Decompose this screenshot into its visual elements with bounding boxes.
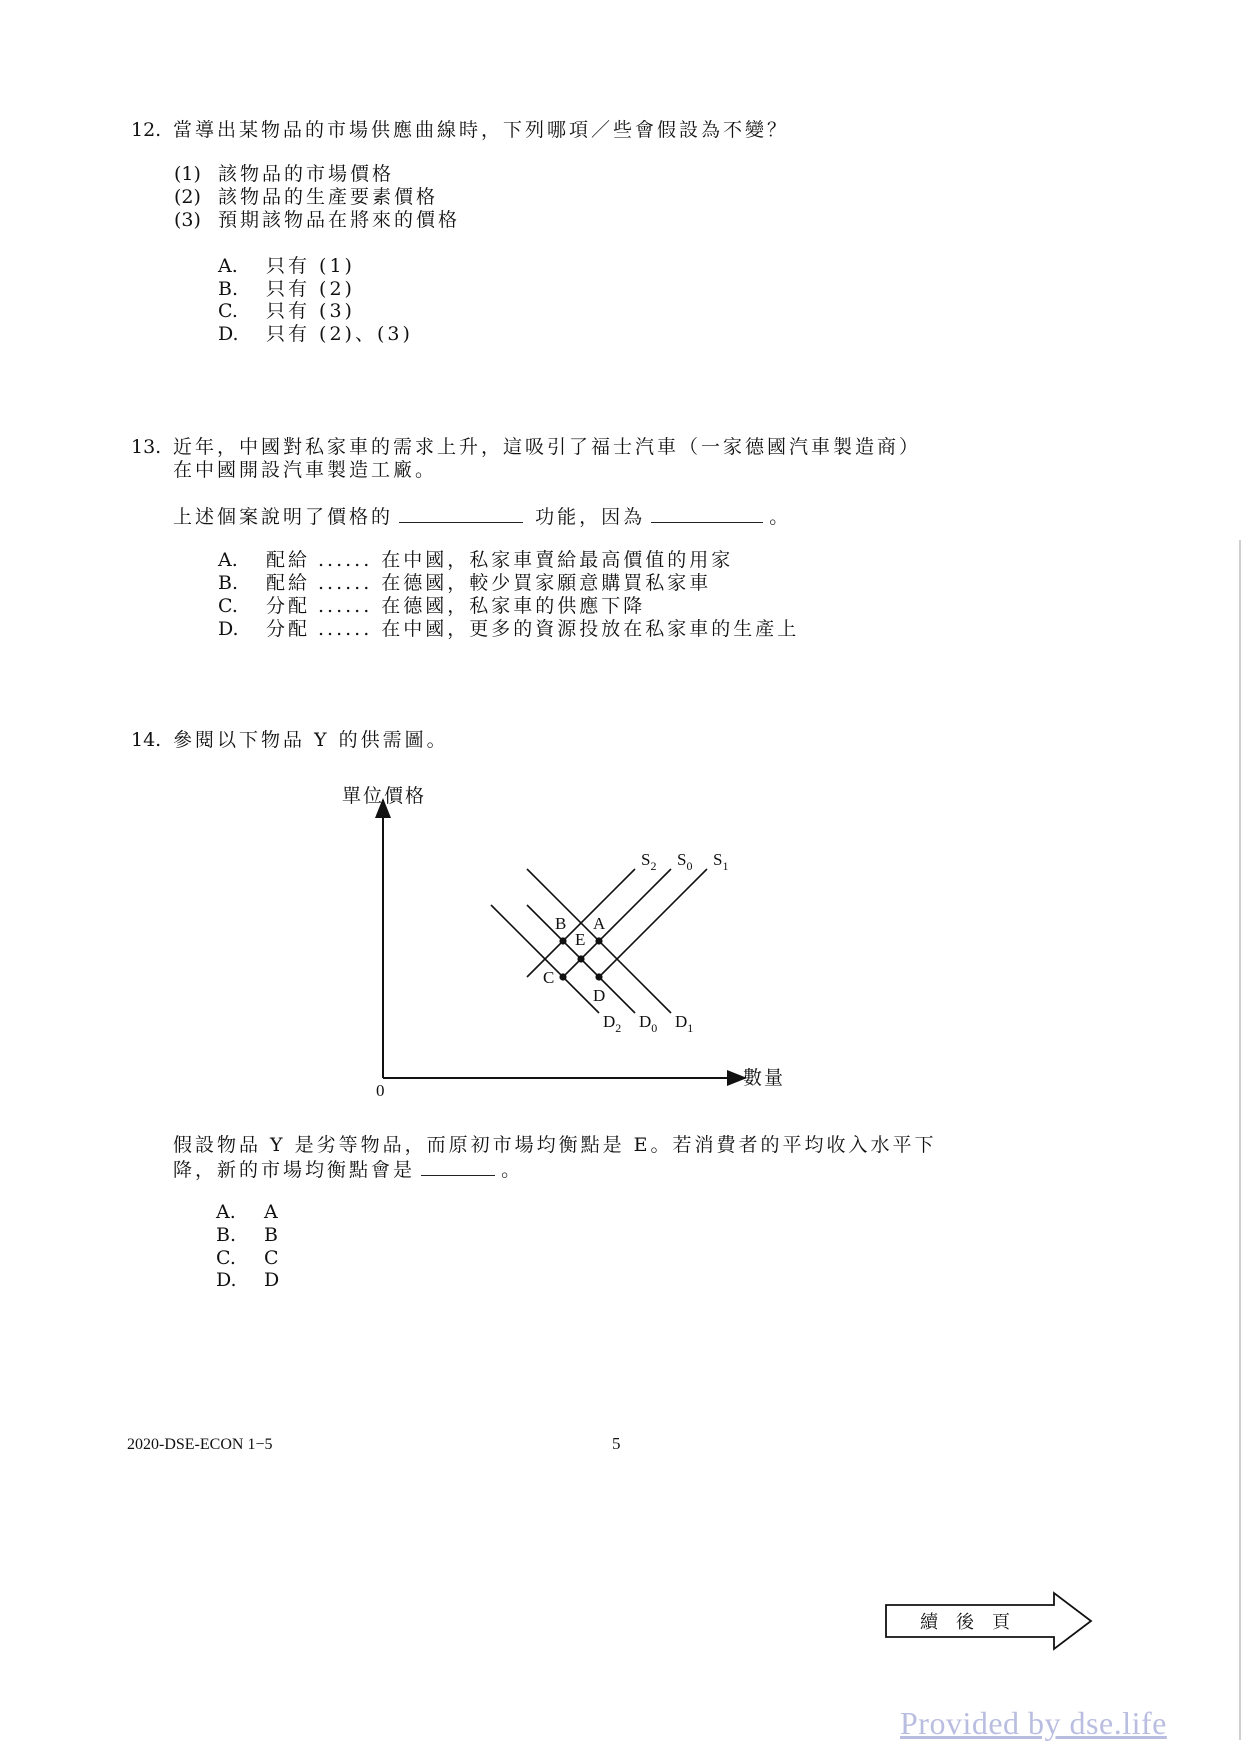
question-number: 12. [131,119,162,141]
y-axis-label: 單位價格 [342,786,427,807]
question-stem: 當導出某物品的市場供應曲線時，下列哪項／些會假設為不變？ [173,119,790,141]
statement-number: (3) [174,209,201,231]
answer-blank [421,1155,495,1176]
option-text: B [264,1224,278,1246]
supply-demand-diagram [300,760,860,1120]
option-text: 只有 (2) [266,278,355,300]
option-label: C. [216,1247,236,1269]
origin-label: 0 [376,1081,385,1100]
point-label-c: C [543,968,555,987]
point-label-d: D [593,986,606,1005]
sentence-part: 功能，因為 [535,506,646,528]
curve-label-d0: $D_0$ [639,1012,658,1035]
option-label: C. [218,300,238,322]
question-paragraph-line-2 [173,1155,523,1183]
equilibrium-points [543,914,606,1005]
option-text: 只有 (3) [266,300,355,322]
option-label: A. [216,1201,236,1223]
option-keyword: 分配 [266,618,311,640]
point-a [595,937,602,944]
question-number: 13. [131,436,162,458]
point-c [559,973,566,980]
option-label: C. [218,595,238,617]
answer-blank [399,502,523,523]
statement-text: 該物品的生產要素價格 [218,186,439,208]
option-keyword: 配給 [266,549,311,571]
option-text: ...... 在德國，較少買家願意購買私家車 [318,572,712,594]
option-label: D. [218,618,239,640]
option-label: B. [218,278,239,300]
curve-s1 [599,869,707,977]
paper-code: 2020-DSE-ECON 1−5 [127,1436,273,1453]
option-label: D. [216,1269,237,1291]
option-label: B. [218,572,239,594]
statement-number: (2) [174,186,201,208]
question-stem: 參閱以下物品 Y 的供需圖。 [173,729,449,751]
fill-in-sentence [173,502,791,530]
option-text: 只有 (2)、(3) [266,323,413,345]
watermark: Provided by dse.life [900,1705,1167,1741]
option-label: A. [218,549,238,571]
option-text: D [264,1269,280,1291]
page-number: 5 [612,1434,621,1453]
option-keyword: 配給 [266,572,311,594]
point-d [595,973,602,980]
point-b [559,937,566,944]
option-label: B. [216,1224,237,1246]
point-label-e: E [575,930,586,949]
statement-number: (1) [174,163,201,185]
question-stem-line-1: 近年，中國對私家車的需求上升，這吸引了福士汽車（一家德國汽車製造商） [173,436,922,458]
option-label: A. [218,255,238,277]
continue-arrow[interactable] [884,1591,1094,1651]
option-text: A [264,1201,278,1223]
option-text: ...... 在中國，私家車賣給最高價值的用家 [318,549,734,571]
option-d[interactable] [218,321,413,347]
continue-label: 續 後 頁 [920,1612,1010,1633]
sentence-part: 。 [501,1159,524,1181]
x-axis-label: 數量 [743,1068,786,1089]
option-label: D. [218,323,239,345]
point-label-b: B [555,914,567,933]
sentence-part: 上述個案說明了價格的 [173,506,394,528]
question-paragraph-line-1: 假設物品 Y 是劣等物品，而原初市場均衡點是 E。若消費者的平均收入水平下 [173,1134,937,1156]
sentence-part: 。 [769,506,792,528]
question-number: 14. [131,729,162,751]
statement-text: 該物品的市場價格 [218,163,395,185]
curve-label-d2: $D_2$ [603,1012,622,1035]
curve-label-d1: $D_1$ [675,1012,694,1035]
sentence-part: 降，新的市場均衡點會是 [173,1159,416,1181]
statement-text: 預期該物品在將來的價格 [218,209,461,231]
option-d[interactable] [218,616,799,642]
option-keyword: 分配 [266,595,311,617]
curve-label-s2: $S_2$ [641,850,657,873]
curve-label-s0: $S_0$ [677,850,693,873]
curve-label-s1: $S_1$ [713,850,729,873]
option-text: ...... 在中國，更多的資源投放在私家車的生產上 [318,618,800,640]
point-e [577,955,584,962]
answer-blank [651,502,763,523]
option-text: 只有 (1) [266,255,355,277]
option-d[interactable] [216,1267,279,1293]
statement [174,207,460,233]
option-text: ...... 在德國，私家車的供應下降 [318,595,646,617]
question-stem-line-2: 在中國開設汽車製造工廠。 [173,459,438,481]
point-label-a: A [593,914,606,933]
option-text: C [264,1247,279,1269]
